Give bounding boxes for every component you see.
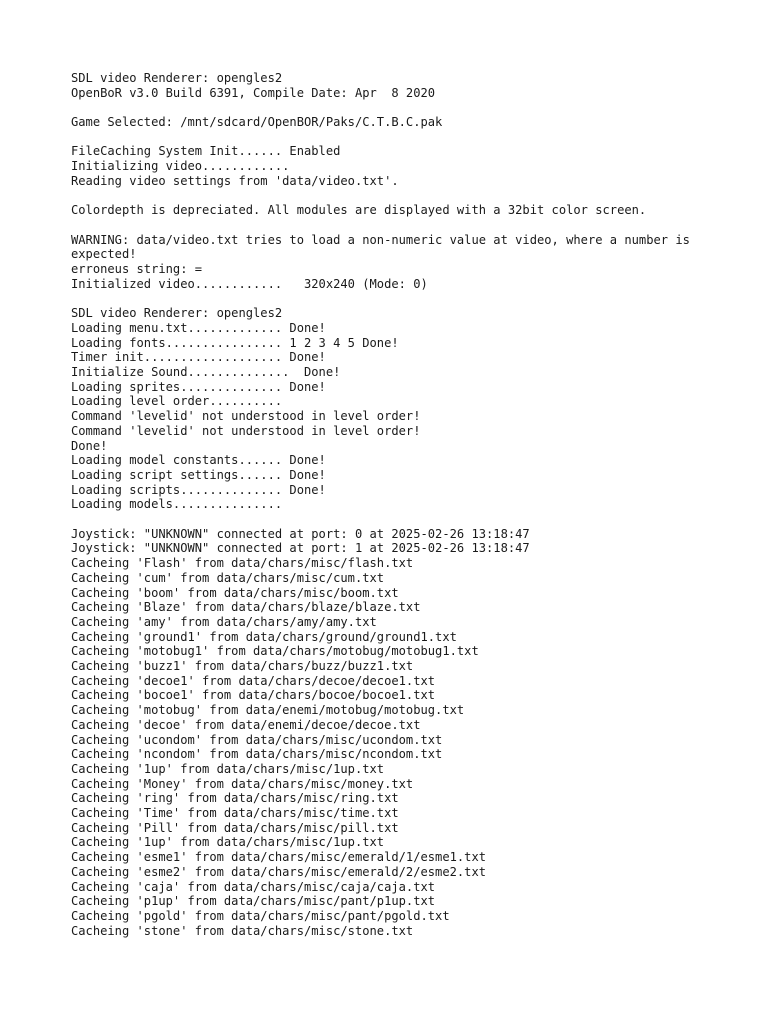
log-line: Cacheing 'decoe' from data/enemi/decoe/decoe.txt [71, 717, 421, 732]
log-line: Cacheing 'motobug' from data/enemi/motobug/motobug.txt [71, 703, 465, 718]
log-line: Cacheing 'pgold' from data/chars/misc/pant/pgold.txt [71, 908, 450, 923]
log-line: Done! [71, 438, 108, 453]
log-line: Cacheing 'p1up' from data/chars/misc/pant/p1up.txt [71, 894, 436, 909]
log-line: OpenBoR v3.0 Build 6391, Compile Date: Apr 8 2020 [71, 85, 436, 100]
log-line: Cacheing 'Pill' from data/chars/misc/pill.txt [71, 820, 399, 835]
log-line: Joystick: "UNKNOWN" connected at port: 0 at 2025-02-26 13:18:47 [71, 526, 530, 541]
log-line: Loading sprites.............. Done! [71, 379, 326, 394]
log-blank-line [71, 100, 711, 115]
log-line: Cacheing '1up' from data/chars/misc/1up.txt [71, 761, 385, 776]
log-line: Command 'levelid' not understood in level order! [71, 409, 421, 424]
log-line: Cacheing 'motobug1' from data/chars/motobug/motobug1.txt [71, 644, 479, 659]
log-line: erroneus string: = [71, 262, 203, 277]
log-line: SDL video Renderer: opengles2 [71, 306, 283, 321]
log-line: Cacheing 'ground1' from data/chars/ground/ground1.txt [71, 629, 457, 644]
log-blank-line [71, 189, 711, 204]
log-line: Cacheing 'Flash' from data/chars/misc/flash.txt [71, 556, 414, 571]
log-line: Command 'levelid' not understood in level order! [71, 423, 421, 438]
log-line: Cacheing 'boom' from data/chars/misc/boom.txt [71, 585, 399, 600]
log-line: Cacheing 'cum' from data/chars/misc/cum.txt [71, 570, 385, 585]
log-line: Cacheing 'esme1' from data/chars/misc/emerald/1/esme1.txt [71, 850, 487, 865]
log-line: Cacheing 'buzz1' from data/chars/buzz/buzz1.txt [71, 659, 414, 674]
log-line: Cacheing 'ucondom' from data/chars/misc/ucondom.txt [71, 732, 443, 747]
log-line: Loading models............... [71, 497, 283, 512]
log-line: Loading fonts................ 1 2 3 4 5 Done! [71, 335, 399, 350]
log-line: Initializing video............ [71, 159, 290, 174]
log-line: Cacheing 'decoe1' from data/chars/decoe/decoe1.txt [71, 673, 436, 688]
log-line: Cacheing 'Blaze' from data/chars/blaze/blaze.txt [71, 600, 421, 615]
log-line: SDL video Renderer: opengles2 [71, 71, 283, 85]
log-line: Colordepth is depreciated. All modules are displayed with a 32bit color screen. [71, 203, 647, 218]
log-line: Joystick: "UNKNOWN" connected at port: 1 at 2025-02-26 13:18:47 [71, 541, 530, 556]
log-line: Cacheing 'amy' from data/chars/amy/amy.txt [71, 614, 377, 629]
log-line: Cacheing 'ring' from data/chars/misc/ring.txt [71, 791, 399, 806]
log-line: Loading menu.txt............. Done! [71, 320, 326, 335]
log-line: Cacheing 'ncondom' from data/chars/misc/ncondom.txt [71, 747, 443, 762]
log-line: WARNING: data/video.txt tries to load a non-numeric value at video, where a number is expected! [71, 232, 698, 262]
log-line: Cacheing 'stone' from data/chars/misc/stone.txt [71, 923, 414, 938]
log-line: Game Selected: /mnt/sdcard/OpenBOR/Paks/C.T.B.C.pak [71, 115, 443, 130]
log-line: Cacheing 'esme2' from data/chars/misc/emerald/2/esme2.txt [71, 864, 487, 879]
log-line: Initialize Sound.............. Done! [71, 364, 341, 379]
log-line: Cacheing 'caja' from data/chars/misc/caja/caja.txt [71, 879, 436, 894]
log-blank-line [71, 218, 711, 233]
log-line: Loading scripts.............. Done! [71, 482, 326, 497]
log-line: Cacheing '1up' from data/chars/misc/1up.txt [71, 835, 385, 850]
log-blank-line [71, 291, 711, 306]
log-line: Cacheing 'bocoe1' from data/chars/bocoe/bocoe1.txt [71, 688, 436, 703]
log-line: Cacheing 'Time' from data/chars/misc/time.txt [71, 806, 399, 821]
log-line: Reading video settings from 'data/video.txt'. [71, 173, 399, 188]
log-output [71, 71, 711, 938]
log-line: Timer init................... Done! [71, 350, 326, 365]
log-line: Loading script settings...... Done! [71, 467, 326, 482]
log-line: Loading model constants...... Done! [71, 453, 326, 468]
log-line: Initialized video............ 320x240 (Mode: 0) [71, 276, 428, 291]
log-blank-line [71, 512, 711, 527]
log-line: Loading level order.......... [71, 394, 283, 409]
log-line: Cacheing 'Money' from data/chars/misc/money.txt [71, 776, 414, 791]
log-line: FileCaching System Init...... Enabled [71, 144, 341, 159]
log-blank-line [71, 130, 711, 145]
